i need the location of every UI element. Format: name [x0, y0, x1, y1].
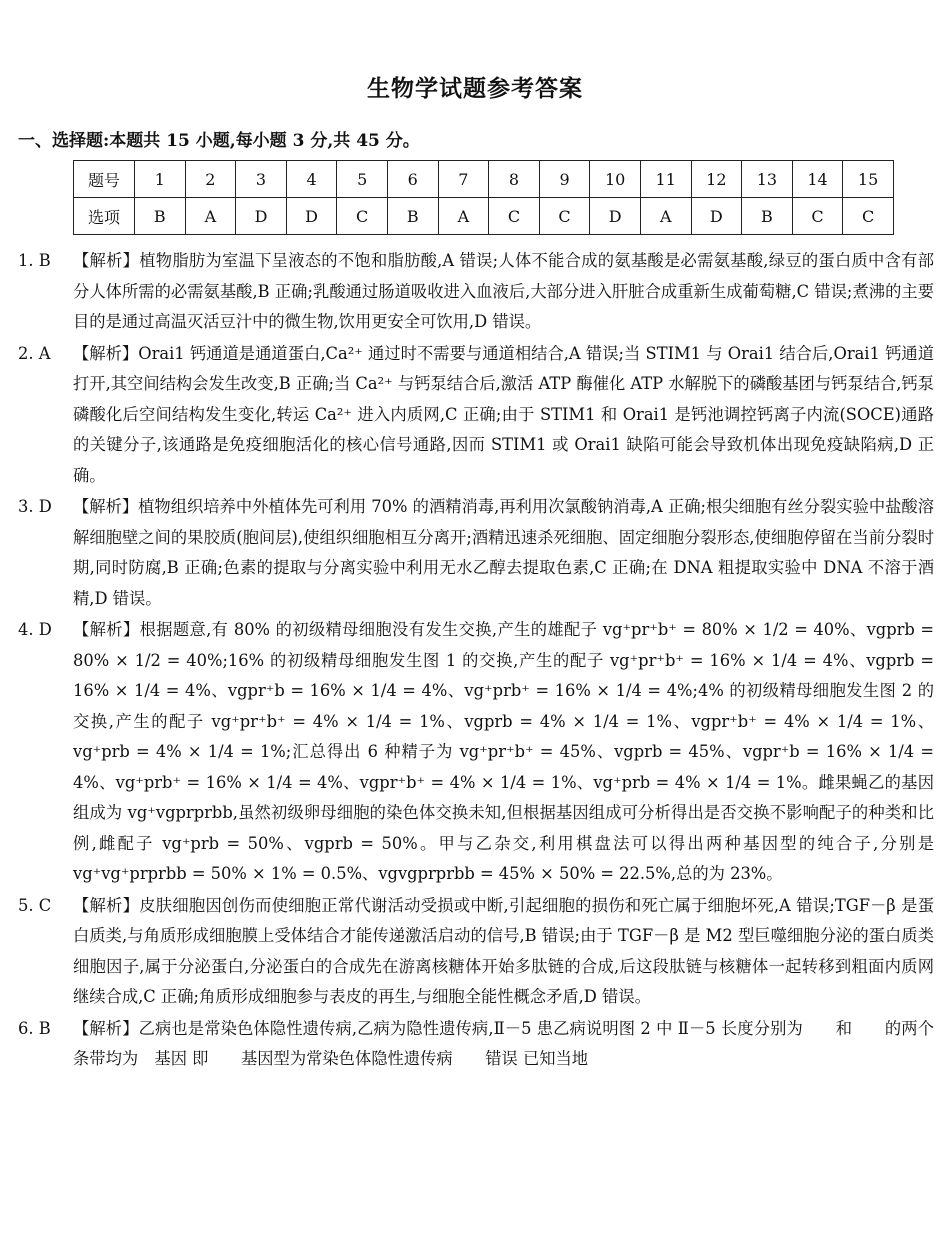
- question-number-cell: 5: [337, 161, 388, 198]
- question-number-cell: 13: [742, 161, 793, 198]
- answer-table: [73, 160, 894, 235]
- question-number-cell: 9: [539, 161, 590, 198]
- explanation-item: [18, 891, 934, 1013]
- row-label: 题号: [74, 161, 135, 198]
- answer-cell: B: [387, 198, 438, 235]
- answer-cell: D: [236, 198, 287, 235]
- question-number-cell: 12: [691, 161, 742, 198]
- item-explanation-text: 【解析】皮肤细胞因创伤而使细胞正常代谢活动受损或中断,引起细胞的损伤和死亡属于细胞坏死,A 错误;TGF－β 是蛋白质类,与角质形成细胞膜上受体结合才能传递激活启动的信号,B 错误;由于 TGF－β 是 M2 型巨噬细胞分泌的蛋白质类细胞因子,属于分泌蛋白,分泌蛋白的合成先在游离核糖体开始多肽链的合成,后这段肽链与核糖体一起转移到粗面内质网继续合成,C 正确;角质形成细胞参与表皮的再生,与细胞全能性概念矛盾,D 错误。: [73, 895, 934, 1006]
- answer-cell: A: [640, 198, 691, 235]
- answer-cell: C: [489, 198, 540, 235]
- answer-cell: C: [792, 198, 843, 235]
- answer-cell: A: [438, 198, 489, 235]
- question-number-cell: 2: [185, 161, 236, 198]
- answer-cell: C: [539, 198, 590, 235]
- question-number-cell: 6: [387, 161, 438, 198]
- answer-cell: B: [742, 198, 793, 235]
- explanation-item: [18, 246, 934, 338]
- item-number: 5. C: [18, 895, 52, 915]
- explanation-item: [18, 1014, 934, 1075]
- item-number: 2. A: [18, 343, 51, 363]
- row-label: 选项: [74, 198, 135, 235]
- answer-cell: D: [590, 198, 641, 235]
- question-number-cell: 15: [843, 161, 894, 198]
- question-number-cell: 14: [792, 161, 843, 198]
- page-title: 生物学试题参考答案: [367, 75, 583, 102]
- question-number-cell: 3: [236, 161, 287, 198]
- answer-cell: C: [843, 198, 894, 235]
- item-number: 6. B: [18, 1018, 51, 1038]
- explanation-item: [18, 615, 934, 890]
- explanation-item: [18, 339, 934, 492]
- answer-cell: D: [286, 198, 337, 235]
- explanation-item: [18, 492, 934, 614]
- item-number: 4. D: [18, 620, 52, 639]
- item-explanation-text: 【解析】Orai1 钙通道是通道蛋白,Ca²⁺ 通过时不需要与通道相结合,A 错误;当 STIM1 与 Orai1 结合后,Orai1 钙通道打开,其空间结构会发生改变,B 正确;当 Ca²⁺ 与钙泵结合后,激活 ATP 酶催化 ATP 水解脱下的磷酸基团与钙泵结合,钙泵磷酸化后空间结构发生变化,转运 Ca²⁺ 进入内质网,C 正确;由于 STIM1 和 Orai1 是钙池调控钙离子内流(SOCE)通路的关键分子,该通路是免疫细胞活化的核心信号通路,因而 STIM1 或 Orai1 缺陷可能会导致机体出现免疫缺陷病,D 正确。: [73, 343, 934, 485]
- item-explanation-text: 【解析】根据题意,有 80% 的初级精母细胞没有发生交换,产生的雄配子 vg⁺pr⁺b⁺ = 80% × 1/2 = 40%、vgprb = 80% × 1/2 = 40%;16% 的初级精母细胞发生图 1 的交换,产生的配子 vg⁺pr⁺b⁺ = 16% × 1/4 = 4%、vgprb = 16% × 1/4 = 4%、vgpr⁺b = 16% × 1/4 = 4%、vg⁺prb⁺ = 16% × 1/4 = 4%;4% 的初级精母细胞发生图 2 的交换,产生的配子 vg⁺pr⁺b⁺ = 4% × 1/4 = 1%、vgprb = 4% × 1/4 = 1%、vgpr⁺b⁺ = 4% × 1/4 = 1%、vg⁺prb = 4% × 1/4 = 1%;汇总得出 6 种精子为 vg⁺pr⁺b⁺ = 45%、vgprb = 45%、vgpr⁺b = 16% × 1/4 = 4%、vg⁺prb⁺ = 16% × 1/4 = 4%、vgpr⁺b⁺ = 4% × 1/4 = 1%、vg⁺prb = 4% × 1/4 = 1%。雌果蝇乙的基因组成为 vg⁺vgprprbb,虽然初级卵母细胞的染色体交换未知,但根据基因组成可分析得出是否交换不影响配子的种类和比例,雌配子 vg⁺prb = 50%、vgprb = 50%。甲与乙杂交,利用棋盘法可以得出两种基因型的纯合子,分别是 vg⁺vg⁺prprbb = 50% × 1% = 0.5%、vgvgprprbb = 45% × 50% = 22.5%,总的为 23%。: [73, 620, 934, 883]
- question-number-cell: 1: [135, 161, 186, 198]
- item-explanation-text: 【解析】植物组织培养中外植体先可利用 70% 的酒精消毒,再利用次氯酸钠消毒,A 正确;根尖细胞有丝分裂实验中盐酸溶解细胞壁之间的果胶质(胞间层),使组织细胞相互分离开;酒精迅速杀死细胞、固定细胞分裂形态,使细胞停留在当前分裂时期,同时防腐,B 正确;色素的提取与分离实验中利用无水乙醇去提取色素,C 正确;在 DNA 粗提取实验中 DNA 不溶于酒精,D 错误。: [73, 497, 934, 608]
- question-number-cell: 8: [489, 161, 540, 198]
- item-explanation-text: 【解析】乙病也是常染色体隐性遗传病,乙病为隐性遗传病,Ⅱ－5 患乙病说明图 2 中 Ⅱ－5 长度分别为 和 的两个条带均为 基因 即 基因型为常染色体隐性遗传病 错误 已知当地: [73, 1018, 934, 1068]
- answer-cell: D: [691, 198, 742, 235]
- explanation-list: [18, 246, 934, 1076]
- question-number-cell: 10: [590, 161, 641, 198]
- question-number-cell: 11: [640, 161, 691, 198]
- question-number-cell: 4: [286, 161, 337, 198]
- question-number-cell: 7: [438, 161, 489, 198]
- answer-cell: C: [337, 198, 388, 235]
- item-explanation-text: 【解析】植物脂肪为室温下呈液态的不饱和脂肪酸,A 错误;人体不能合成的氨基酸是必需氨基酸,绿豆的蛋白质中含有部分人体所需的必需氨基酸,B 正确;乳酸通过肠道吸收进入血液后,大部分进入肝脏合成重新生成葡萄糖,C 错误;煮沸的主要目的是通过高温灭活豆汁中的微生物,饮用更安全可饮用,D 错误。: [73, 251, 934, 331]
- item-number: 3. D: [18, 497, 52, 516]
- answer-cell: A: [185, 198, 236, 235]
- answer-row: [74, 198, 894, 235]
- question-number-row: [74, 161, 894, 198]
- item-number: 1. B: [18, 251, 51, 270]
- answer-cell: B: [135, 198, 186, 235]
- section-heading: 一、选择题:本题共 15 小题,每小题 3 分,共 45 分。: [18, 131, 420, 151]
